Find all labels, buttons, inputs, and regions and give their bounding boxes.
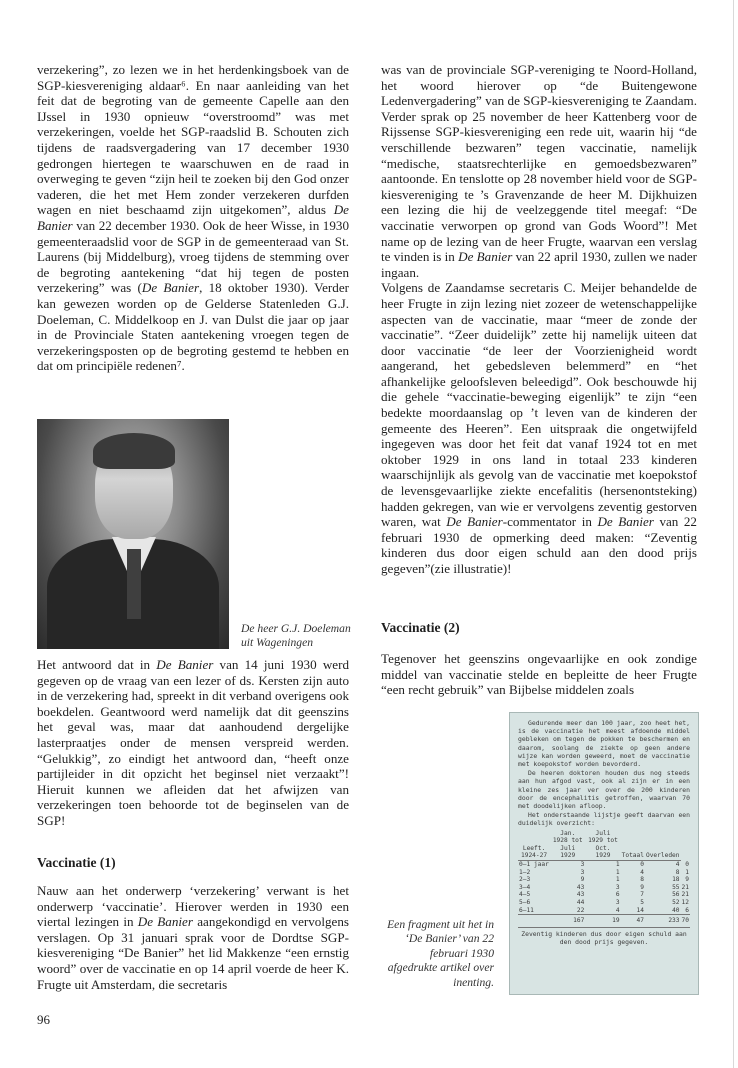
section-heading-vaccinatie-2: Vaccinatie (2) xyxy=(381,620,460,635)
table-row: 4—5 43 6 7 56 21 xyxy=(519,891,689,899)
left-column-bottom-text xyxy=(37,657,349,829)
left-column-top-text xyxy=(37,62,349,374)
paragraph-antwoord: Het antwoord dat in De Banier van 14 juni 1930 werd gegeven op de vraag van een lezer of ds. Kersten zijn auto in de verzekering had, spreekt in dit verband overigens ook boekdelen. Geantwoord werd namelijk dat dit geenszins het geval was, maar dat aanhoudend dergelijke lasterpraatjes onder de mensen verspreid werden. “Gelukkig”, zo eindigt het antwoord dan, “heeft onze partijleider in dit opzicht het beginsel niet verzaakt”! Hieruit kunnen we afleiden dat het afwijzen van verzekeringen toen behoorde tot de beginselen van de SGP! xyxy=(37,657,349,828)
paragraph-frugte: Volgens de Zaandamse secretaris C. Meijer behandelde de heer Frugte in zijn lezing niet zozeer de wetenschappelijke aspecten van de vaccinatie, maar “meer de zonde der vaccinatie”. “Zeer duidelijk” zette hij namelijk uiteen dat door vaccinatie “de leer der Voorzienigheid wordt aangerand, het gebedsleven belemmerd” en “het afhankelijke geloofsleven beleedigd”. Ook beschouwde hij die gehele “vaccinatie-beweging eigenlijk” te zijn “een bedekte moordaanslag op ’t leven van de kinderen der gemeente des Heeren”. Een uitspraak die ongetwijfeld ingegeven was door het feit dat vanaf 1924 tot en met oktober 1929 in ons land in totaal 233 kinderen waarschijnlijk als gevolg van de vaccinatie met koepokstof de levensgevaarlijke ziekte encefalitis (hersenontsteking) hadden gekregen, van wie er vervolgens zeventig gestorven waren, wat De Banier-commentator in De Banier van 22 februari 1930 de opmerking deed maken: “Zeventig kinderen dus door eigen schuld aan den dood prijs gegeven”(zie illustratie)! xyxy=(381,280,697,576)
table-row: 5—6 44 3 5 52 12 xyxy=(519,898,689,906)
newspaper-clipping: Gedurende meer dan 100 jaar, zoo heet het, is de vaccinatie het meest afdoende middel gebleken om tegen de pokken te beschermen en daarom, soolang de ziekte op geen andere wijze kan worden geweerd, moet de vaccinatie met koepokstof worden bevorderd. De heeren doktoren houden dus nog steeds aan hun afgod vast, ook al zijn er in een kleine zes jaar ver over de 200 kinderen door de encephalitis getroffen, waarvan 70 met doodelijken afloop. Het onderstaande lijstje geeft daarvan een duidelijk overzicht: Leeft. 1924-27 Jan. 1928 tot Juli 1929 Juli 1929 tot Oct. 1929 Totaal Overleden 0—1 jaar 3 1 0 4 0 1—2 3 1 4 8 1 2—3 9 1 8 18 9 3—4 43 3 9 55 21 4—5 43 6 7 56 21 5—6 44 3 5 52 12 6—11 22 4 14 40 6 167 19 47 233 70 Zeventig kinderen dus door eigen schuld aan den dood prijs gegeven. xyxy=(509,712,699,995)
paragraph-lezingen: was van de provinciale SGP-vereniging te Noord-Holland, het woord hierover op “de Buitengewone Ledenvergadering” van de SGP-kiesvereniging te Zaandam. Verder sprak op 25 november de heer Kattenberg voor de Rijssense SGP-kiesvereniging een rede uit, waarin hij “de verschillende bezwaren” tegen vaccinatie, namelijk “medische, staatsrechterlijke en gemoedsbezwaren” aantoonde. En tenslotte op 28 november hield voor de SGP-kiesvereniging te ’s Gravenzande de heer M. Dijkhuizen een lezing die hij de veelzeggende titel meegaf: “De vaccinatie verworpen op grond van Gods Woord”! Met name op de lezing van de heer Frugte, waarvan een verslag te vinden is in De Banier van 22 april 1930, zullen we nader ingaan. xyxy=(381,62,698,280)
section-vaccinatie-2-text: Tegenover het geenszins ongevaarlijke en ook zondige middel van vaccinatie stelde en bepleitte de heer Frugte “een recht gebruik” van Bijbelse middelen zoals xyxy=(381,651,697,698)
page-edge-line xyxy=(733,0,734,1068)
section-vaccinatie-1-text: Nauw aan het onderwerp ‘verzekering’ verwant is het onderwerp ‘vaccinatie’. Hierover werden in 1930 een viertal lezingen in De Banier aangekondigd en vervolgens verslagen. Op 31 januari sprak voor de Dordtse SGP-kiesvereniging “De Banier” het lid Makkenze “een ernstig woord” over de vaccinatie en op 14 april voerde de heer K. Frugte uit Amsterdam, die secretaris xyxy=(37,883,349,992)
table-row: 1—2 3 1 4 8 1 xyxy=(519,868,689,876)
right-column-text xyxy=(381,62,697,577)
vaccination-table: Leeft. 1924-27 Jan. 1928 tot Juli 1929 Juli 1929 tot Oct. 1929 Totaal Overleden 0—1 jaar 3 1 0 4 0 1—2 3 1 4 8 1 2—3 9 1 8 18 9 3—4 43 3 9 55 21 4—5 43 6 7 56 21 5—6 44 3 5 52 12 6—11 22 4 14 40 6 167 19 47 233 70 xyxy=(519,829,689,925)
table-total-row: 167 19 47 233 70 xyxy=(518,915,690,925)
table-row: 0—1 jaar 3 1 0 4 0 xyxy=(519,860,689,869)
fragment-caption: Een fragment uit het in ‘De Banier’ van 22 februari 1930 afgedrukte artikel over inenting. xyxy=(387,918,494,989)
table-row: 3—4 43 3 9 55 21 xyxy=(519,883,689,891)
table-row: 6—11 22 4 14 40 6 xyxy=(519,906,689,914)
photo-caption: De heer G.J. Doeleman uit Wageningen xyxy=(241,622,351,650)
table-row: 2—3 9 1 8 18 9 xyxy=(519,876,689,884)
section-heading-vaccinatie-1: Vaccinatie (1) xyxy=(37,855,116,870)
page-number: 96 xyxy=(37,1012,50,1027)
portrait-photo xyxy=(37,419,229,649)
paragraph-verzekering: verzekering”, zo lezen we in het herdenkingsboek van de SGP-kiesvereniging aldaar⁶. En naar aanleiding van het feit dat de begroting van de gemeente Capelle aan den IJssel in 1930 opnieuw “overstroomd” was met verzekeringen, voelde het SGP-raadslid B. Schouten zich tijdens de raadsvergadering van 17 december 1930 gedrongen hiertegen te waarschuwen en de raad in overweging te geven “zijn heil te zoeken bij den God onzer vaderen, die het met Hem zonder verzekeren durfden wagen en niet beschaamd zijn uitgekomen”, aldus De Banier van 22 december 1930. Ook de heer Wisse, in 1930 gemeenteraadslid voor de SGP in de gemeenteraad van St. Laurens (bij Middelburg), vroeg tijdens de stemming over de begroting aantekening “dat hij tegen de posten verzekering” was (De Banier, 18 oktober 1930). Verder kan gewezen worden op de Gelderse Statenleden G.J. Doeleman, C. Middelkoop en J. van Dulst die jaar op jaar in de Provinciale Staten aantekening vroegen tegen de verzekeringsposten op de begroting gestemd te hebben en dat om principiële redenen⁷. xyxy=(37,62,349,374)
